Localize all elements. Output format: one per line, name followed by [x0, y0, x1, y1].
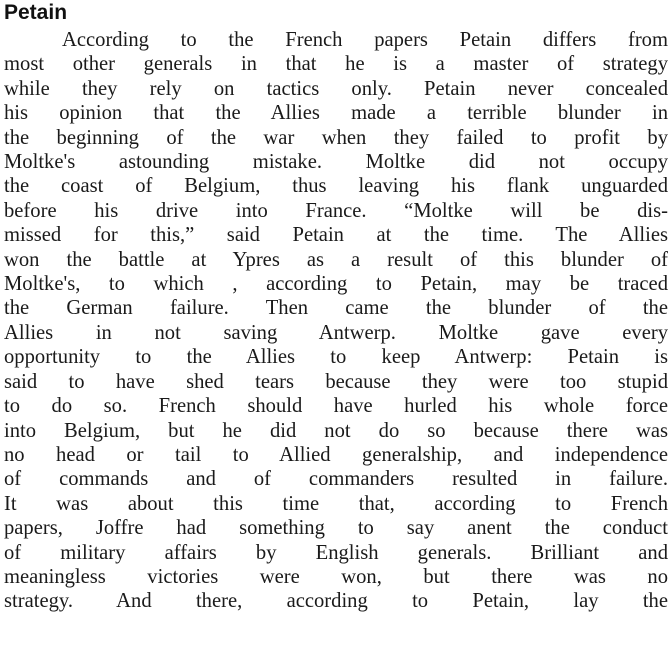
article-title: Petain: [4, 1, 68, 24]
text-line: said to have shed tears because they were too stupid: [4, 370, 668, 393]
text-line: Allies in not saving Antwerp. Moltke gave every: [4, 321, 668, 344]
article-body: [4, 28, 668, 614]
text-line: Moltke's astounding mistake. Moltke did not occupy: [4, 151, 668, 174]
text-line: It was about this time that, according to French: [4, 492, 668, 515]
text-line: no head or tail to Allied generalship, and independence: [4, 443, 668, 466]
article-page: [4, 0, 668, 614]
text-line: Moltke's, to which , according to Petain, may be traced: [4, 273, 668, 296]
text-line: the beginning of the war when they failed to profit by: [4, 126, 668, 149]
text-line: opportunity to the Allies to keep Antwerp: Petain is: [4, 346, 668, 369]
text-line: strategy. And there, according to Petain, lay the: [4, 590, 668, 613]
text-line: meaningless victories were won, but there was no: [4, 565, 668, 588]
text-line: won the battle at Ypres as a result of this blunder of: [4, 248, 668, 271]
text-line: before his drive into France. “Moltke will be dis-: [4, 199, 668, 222]
text-line: papers, Joffre had something to say anent the conduct: [4, 517, 668, 540]
text-line: to do so. French should have hurled his whole force: [4, 395, 668, 418]
text-line: of commands and of commanders resulted in failure.: [4, 468, 668, 491]
text-line: into Belgium, but he did not do so because there was: [4, 419, 668, 442]
text-line: According to the French papers Petain differs from: [62, 29, 668, 51]
text-line: of military affairs by English generals. Brilliant and: [4, 541, 668, 564]
text-line: while they rely on tactics only. Petain never concealed: [4, 77, 668, 100]
text-line: the coast of Belgium, thus leaving his flank unguarded: [4, 175, 668, 198]
text-line: most other generals in that he is a master of strategy: [4, 53, 668, 76]
text-line: missed for this,” said Petain at the time. The Allies: [4, 224, 668, 247]
text-line: his opinion that the Allies made a terrible blunder in: [4, 102, 668, 125]
text-line: the German failure. Then came the blunder of the: [4, 297, 668, 320]
